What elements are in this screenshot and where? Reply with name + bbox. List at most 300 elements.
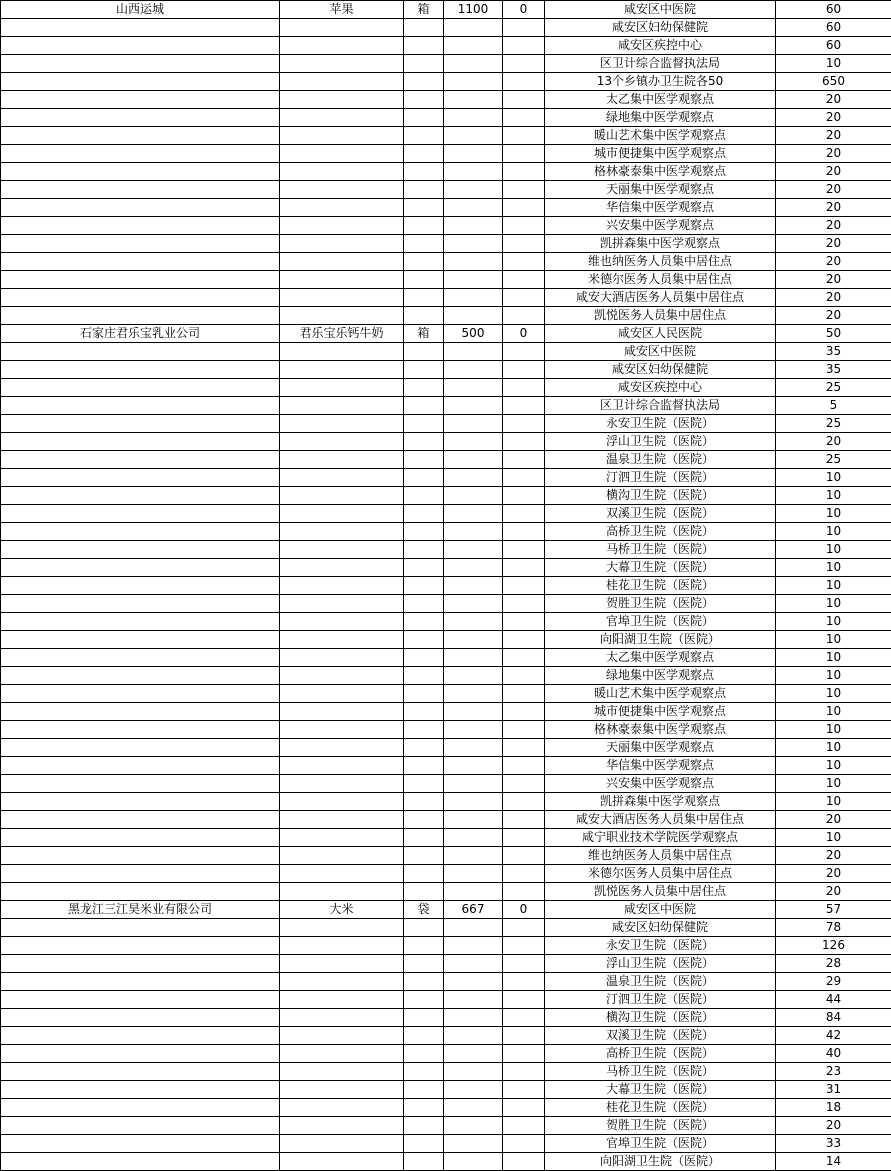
remaining-cell: [503, 163, 545, 181]
donor-cell: [1, 703, 280, 721]
table-row: [1, 1135, 891, 1153]
item-cell: [280, 649, 404, 667]
allocation-cell: 84: [776, 1009, 891, 1027]
donor-cell: [1, 1045, 280, 1063]
recipient-cell: 天丽集中医学观察点: [545, 181, 776, 199]
remaining-cell: [503, 1135, 545, 1153]
allocation-cell: 42: [776, 1027, 891, 1045]
table-row: [1, 199, 891, 217]
unit-cell: [404, 289, 444, 307]
remaining-cell: [503, 649, 545, 667]
item-cell: [280, 487, 404, 505]
donor-cell: [1, 721, 280, 739]
item-cell: [280, 757, 404, 775]
unit-cell: [404, 523, 444, 541]
allocation-cell: 31: [776, 1081, 891, 1099]
quantity-cell: [444, 451, 503, 469]
remaining-cell: [503, 541, 545, 559]
item-cell: [280, 91, 404, 109]
item-cell: [280, 631, 404, 649]
quantity-cell: [444, 397, 503, 415]
remaining-cell: [503, 847, 545, 865]
item-cell: [280, 73, 404, 91]
item-cell: [280, 559, 404, 577]
donor-cell: [1, 433, 280, 451]
unit-cell: [404, 937, 444, 955]
table-row: [1, 757, 891, 775]
recipient-cell: 向阳湖卫生院（医院）: [545, 631, 776, 649]
quantity-cell: [444, 865, 503, 883]
allocation-cell: 40: [776, 1045, 891, 1063]
quantity-cell: [444, 55, 503, 73]
donor-cell: [1, 793, 280, 811]
item-cell: [280, 397, 404, 415]
table-row: [1, 919, 891, 937]
table-row: [1, 91, 891, 109]
item-cell: [280, 217, 404, 235]
allocation-cell: 20: [776, 235, 891, 253]
donor-cell: [1, 19, 280, 37]
item-cell: [280, 19, 404, 37]
table-row: [1, 469, 891, 487]
unit-cell: [404, 415, 444, 433]
table-row: [1, 325, 891, 343]
donor-cell: [1, 379, 280, 397]
quantity-cell: [444, 991, 503, 1009]
donor-cell: [1, 397, 280, 415]
unit-cell: [404, 199, 444, 217]
recipient-cell: 大幕卫生院（医院）: [545, 559, 776, 577]
remaining-cell: 0: [503, 1, 545, 19]
unit-cell: [404, 1081, 444, 1099]
item-cell: [280, 1027, 404, 1045]
table-row: [1, 577, 891, 595]
allocation-cell: 10: [776, 469, 891, 487]
recipient-cell: 马桥卫生院（医院）: [545, 541, 776, 559]
quantity-cell: [444, 541, 503, 559]
donor-cell: [1, 37, 280, 55]
quantity-cell: [444, 595, 503, 613]
table-row: [1, 1081, 891, 1099]
quantity-cell: [444, 145, 503, 163]
donor-cell: [1, 1009, 280, 1027]
remaining-cell: [503, 685, 545, 703]
item-cell: [280, 973, 404, 991]
allocation-cell: 25: [776, 451, 891, 469]
donor-cell: [1, 955, 280, 973]
unit-cell: [404, 469, 444, 487]
unit-cell: [404, 1153, 444, 1171]
donor-cell: [1, 163, 280, 181]
unit-cell: [404, 487, 444, 505]
table-row: [1, 973, 891, 991]
remaining-cell: [503, 1045, 545, 1063]
remaining-cell: [503, 667, 545, 685]
quantity-cell: [444, 1135, 503, 1153]
table-row: [1, 1117, 891, 1135]
remaining-cell: [503, 37, 545, 55]
remaining-cell: [503, 793, 545, 811]
donor-cell: [1, 973, 280, 991]
item-cell: [280, 595, 404, 613]
table-row: [1, 451, 891, 469]
quantity-cell: [444, 289, 503, 307]
item-cell: [280, 109, 404, 127]
unit-cell: [404, 451, 444, 469]
recipient-cell: 米德尔医务人员集中居住点: [545, 865, 776, 883]
remaining-cell: [503, 55, 545, 73]
remaining-cell: [503, 1099, 545, 1117]
table-row: [1, 703, 891, 721]
allocation-cell: 29: [776, 973, 891, 991]
unit-cell: [404, 433, 444, 451]
remaining-cell: [503, 703, 545, 721]
allocation-cell: 10: [776, 757, 891, 775]
quantity-cell: [444, 217, 503, 235]
quantity-cell: [444, 271, 503, 289]
donor-cell: [1, 487, 280, 505]
table-row: [1, 1063, 891, 1081]
recipient-cell: 格林豪泰集中医学观察点: [545, 163, 776, 181]
quantity-cell: [444, 505, 503, 523]
item-cell: [280, 433, 404, 451]
quantity-cell: [444, 955, 503, 973]
donor-cell: [1, 577, 280, 595]
allocation-cell: 10: [776, 487, 891, 505]
table-row: [1, 775, 891, 793]
table-row: [1, 883, 891, 901]
quantity-cell: [444, 613, 503, 631]
item-cell: [280, 811, 404, 829]
table-row: [1, 289, 891, 307]
unit-cell: [404, 757, 444, 775]
remaining-cell: [503, 721, 545, 739]
item-cell: [280, 721, 404, 739]
quantity-cell: [444, 73, 503, 91]
table-row: [1, 505, 891, 523]
unit-cell: [404, 1009, 444, 1027]
quantity-cell: [444, 829, 503, 847]
quantity-cell: [444, 739, 503, 757]
recipient-cell: 咸安区疾控中心: [545, 37, 776, 55]
recipient-cell: 兴安集中医学观察点: [545, 217, 776, 235]
item-cell: [280, 307, 404, 325]
remaining-cell: [503, 433, 545, 451]
allocation-cell: 10: [776, 829, 891, 847]
unit-cell: [404, 613, 444, 631]
table-row: [1, 667, 891, 685]
recipient-cell: 咸安区妇幼保健院: [545, 361, 776, 379]
quantity-cell: [444, 775, 503, 793]
donor-cell: 石家庄君乐宝乳业公司: [1, 325, 280, 343]
remaining-cell: [503, 919, 545, 937]
recipient-cell: 咸安大酒店医务人员集中居住点: [545, 811, 776, 829]
recipient-cell: 浮山卫生院（医院）: [545, 955, 776, 973]
donor-cell: [1, 1153, 280, 1171]
recipient-cell: 绿地集中医学观察点: [545, 667, 776, 685]
item-cell: [280, 505, 404, 523]
recipient-cell: 浮山卫生院（医院）: [545, 433, 776, 451]
donor-cell: [1, 307, 280, 325]
donor-cell: [1, 937, 280, 955]
recipient-cell: 咸安区妇幼保健院: [545, 19, 776, 37]
item-cell: [280, 739, 404, 757]
unit-cell: [404, 955, 444, 973]
donor-cell: [1, 649, 280, 667]
recipient-cell: 太乙集中医学观察点: [545, 649, 776, 667]
remaining-cell: [503, 559, 545, 577]
allocation-cell: 60: [776, 19, 891, 37]
recipient-cell: 城市便捷集中医学观察点: [545, 145, 776, 163]
recipient-cell: 咸安大酒店医务人员集中居住点: [545, 289, 776, 307]
allocation-cell: 20: [776, 253, 891, 271]
unit-cell: [404, 361, 444, 379]
recipient-cell: 双溪卫生院（医院）: [545, 505, 776, 523]
quantity-cell: [444, 1027, 503, 1045]
quantity-cell: [444, 811, 503, 829]
recipient-cell: 温泉卫生院（医院）: [545, 973, 776, 991]
quantity-cell: [444, 235, 503, 253]
table-row: [1, 901, 891, 919]
table-row: [1, 361, 891, 379]
item-cell: [280, 667, 404, 685]
item-cell: [280, 1135, 404, 1153]
unit-cell: [404, 1117, 444, 1135]
quantity-cell: [444, 1045, 503, 1063]
quantity-cell: 667: [444, 901, 503, 919]
recipient-cell: 暖山艺术集中医学观察点: [545, 127, 776, 145]
allocation-cell: 10: [776, 775, 891, 793]
item-cell: [280, 343, 404, 361]
allocation-cell: 25: [776, 379, 891, 397]
allocation-cell: 20: [776, 289, 891, 307]
donor-cell: [1, 145, 280, 163]
recipient-cell: 咸安区中医院: [545, 343, 776, 361]
item-cell: [280, 847, 404, 865]
unit-cell: [404, 1027, 444, 1045]
quantity-cell: [444, 703, 503, 721]
item-cell: [280, 1009, 404, 1027]
unit-cell: [404, 19, 444, 37]
table-row: [1, 829, 891, 847]
allocation-cell: 10: [776, 685, 891, 703]
allocation-cell: 20: [776, 91, 891, 109]
recipient-cell: 向阳湖卫生院（医院）: [545, 1153, 776, 1171]
table-row: [1, 433, 891, 451]
donor-cell: [1, 541, 280, 559]
remaining-cell: [503, 379, 545, 397]
recipient-cell: 官埠卫生院（医院）: [545, 613, 776, 631]
item-cell: [280, 865, 404, 883]
item-cell: [280, 37, 404, 55]
donor-cell: [1, 199, 280, 217]
recipient-cell: 区卫计综合监督执法局: [545, 397, 776, 415]
item-cell: [280, 991, 404, 1009]
table-row: [1, 595, 891, 613]
unit-cell: [404, 739, 444, 757]
remaining-cell: [503, 775, 545, 793]
item-cell: [280, 577, 404, 595]
remaining-cell: [503, 1009, 545, 1027]
allocation-cell: 10: [776, 721, 891, 739]
recipient-cell: 天丽集中医学观察点: [545, 739, 776, 757]
table-row: [1, 343, 891, 361]
donor-cell: [1, 595, 280, 613]
allocation-cell: 20: [776, 865, 891, 883]
donor-cell: [1, 271, 280, 289]
allocation-cell: 10: [776, 793, 891, 811]
quantity-cell: [444, 1009, 503, 1027]
quantity-cell: [444, 253, 503, 271]
item-cell: [280, 469, 404, 487]
unit-cell: [404, 73, 444, 91]
donor-cell: [1, 289, 280, 307]
donor-cell: [1, 1117, 280, 1135]
allocation-cell: 23: [776, 1063, 891, 1081]
donor-cell: [1, 73, 280, 91]
recipient-cell: 凯拼森集中医学观察点: [545, 235, 776, 253]
quantity-cell: [444, 757, 503, 775]
recipient-cell: 咸安区疾控中心: [545, 379, 776, 397]
table-row: [1, 865, 891, 883]
quantity-cell: [444, 127, 503, 145]
unit-cell: [404, 721, 444, 739]
table-row: [1, 847, 891, 865]
unit-cell: [404, 307, 444, 325]
unit-cell: [404, 109, 444, 127]
recipient-cell: 汀泗卫生院（医院）: [545, 991, 776, 1009]
remaining-cell: [503, 1063, 545, 1081]
unit-cell: [404, 1045, 444, 1063]
unit-cell: [404, 919, 444, 937]
allocation-cell: 10: [776, 523, 891, 541]
unit-cell: [404, 703, 444, 721]
allocation-cell: 20: [776, 127, 891, 145]
allocation-cell: 20: [776, 181, 891, 199]
recipient-cell: 温泉卫生院（医院）: [545, 451, 776, 469]
donor-cell: [1, 865, 280, 883]
remaining-cell: [503, 109, 545, 127]
remaining-cell: [503, 757, 545, 775]
remaining-cell: [503, 1117, 545, 1135]
item-cell: [280, 1099, 404, 1117]
item-cell: [280, 127, 404, 145]
remaining-cell: [503, 973, 545, 991]
recipient-cell: 凯悦医务人员集中居住点: [545, 307, 776, 325]
table-row: [1, 1153, 891, 1171]
donor-cell: [1, 361, 280, 379]
allocation-cell: 10: [776, 55, 891, 73]
unit-cell: [404, 775, 444, 793]
recipient-cell: 咸安区妇幼保健院: [545, 919, 776, 937]
unit-cell: [404, 343, 444, 361]
remaining-cell: [503, 613, 545, 631]
quantity-cell: [444, 919, 503, 937]
quantity-cell: [444, 1081, 503, 1099]
unit-cell: [404, 91, 444, 109]
unit-cell: [404, 577, 444, 595]
unit-cell: [404, 811, 444, 829]
unit-cell: [404, 235, 444, 253]
item-cell: [280, 235, 404, 253]
quantity-cell: [444, 685, 503, 703]
remaining-cell: [503, 199, 545, 217]
allocation-cell: 10: [776, 541, 891, 559]
item-cell: [280, 55, 404, 73]
recipient-cell: 贺胜卫生院（医院）: [545, 595, 776, 613]
donor-cell: [1, 415, 280, 433]
unit-cell: [404, 883, 444, 901]
item-cell: [280, 1045, 404, 1063]
item-cell: [280, 163, 404, 181]
unit-cell: [404, 631, 444, 649]
recipient-cell: 华信集中医学观察点: [545, 199, 776, 217]
remaining-cell: [503, 1027, 545, 1045]
item-cell: [280, 883, 404, 901]
unit-cell: [404, 595, 444, 613]
allocation-cell: 10: [776, 649, 891, 667]
remaining-cell: [503, 955, 545, 973]
quantity-cell: [444, 883, 503, 901]
donor-cell: [1, 181, 280, 199]
item-cell: [280, 829, 404, 847]
donor-cell: [1, 739, 280, 757]
donor-cell: [1, 451, 280, 469]
donor-cell: [1, 217, 280, 235]
recipient-cell: 汀泗卫生院（医院）: [545, 469, 776, 487]
table-row: [1, 541, 891, 559]
remaining-cell: [503, 937, 545, 955]
item-cell: [280, 541, 404, 559]
recipient-cell: 永安卫生院（医院）: [545, 415, 776, 433]
unit-cell: [404, 1099, 444, 1117]
recipient-cell: 桂花卫生院（医院）: [545, 577, 776, 595]
allocation-cell: 20: [776, 199, 891, 217]
remaining-cell: [503, 811, 545, 829]
donor-cell: [1, 613, 280, 631]
donor-cell: [1, 757, 280, 775]
donor-cell: [1, 91, 280, 109]
table-row: [1, 109, 891, 127]
unit-cell: [404, 1135, 444, 1153]
donor-cell: [1, 1099, 280, 1117]
allocation-cell: 20: [776, 433, 891, 451]
table-row: [1, 955, 891, 973]
recipient-cell: 大幕卫生院（医院）: [545, 1081, 776, 1099]
donor-cell: [1, 127, 280, 145]
table-row: [1, 307, 891, 325]
item-cell: [280, 775, 404, 793]
recipient-cell: 维也纳医务人员集中居住点: [545, 253, 776, 271]
allocation-cell: 10: [776, 577, 891, 595]
allocation-cell: 20: [776, 307, 891, 325]
table-row: [1, 415, 891, 433]
item-cell: [280, 145, 404, 163]
allocation-cell: 10: [776, 739, 891, 757]
allocation-cell: 20: [776, 217, 891, 235]
unit-cell: [404, 1063, 444, 1081]
unit-cell: [404, 559, 444, 577]
recipient-cell: 城市便捷集中医学观察点: [545, 703, 776, 721]
quantity-cell: [444, 937, 503, 955]
quantity-cell: [444, 379, 503, 397]
unit-cell: [404, 541, 444, 559]
donor-cell: [1, 523, 280, 541]
remaining-cell: [503, 73, 545, 91]
remaining-cell: [503, 829, 545, 847]
recipient-cell: 桂花卫生院（医院）: [545, 1099, 776, 1117]
quantity-cell: [444, 847, 503, 865]
